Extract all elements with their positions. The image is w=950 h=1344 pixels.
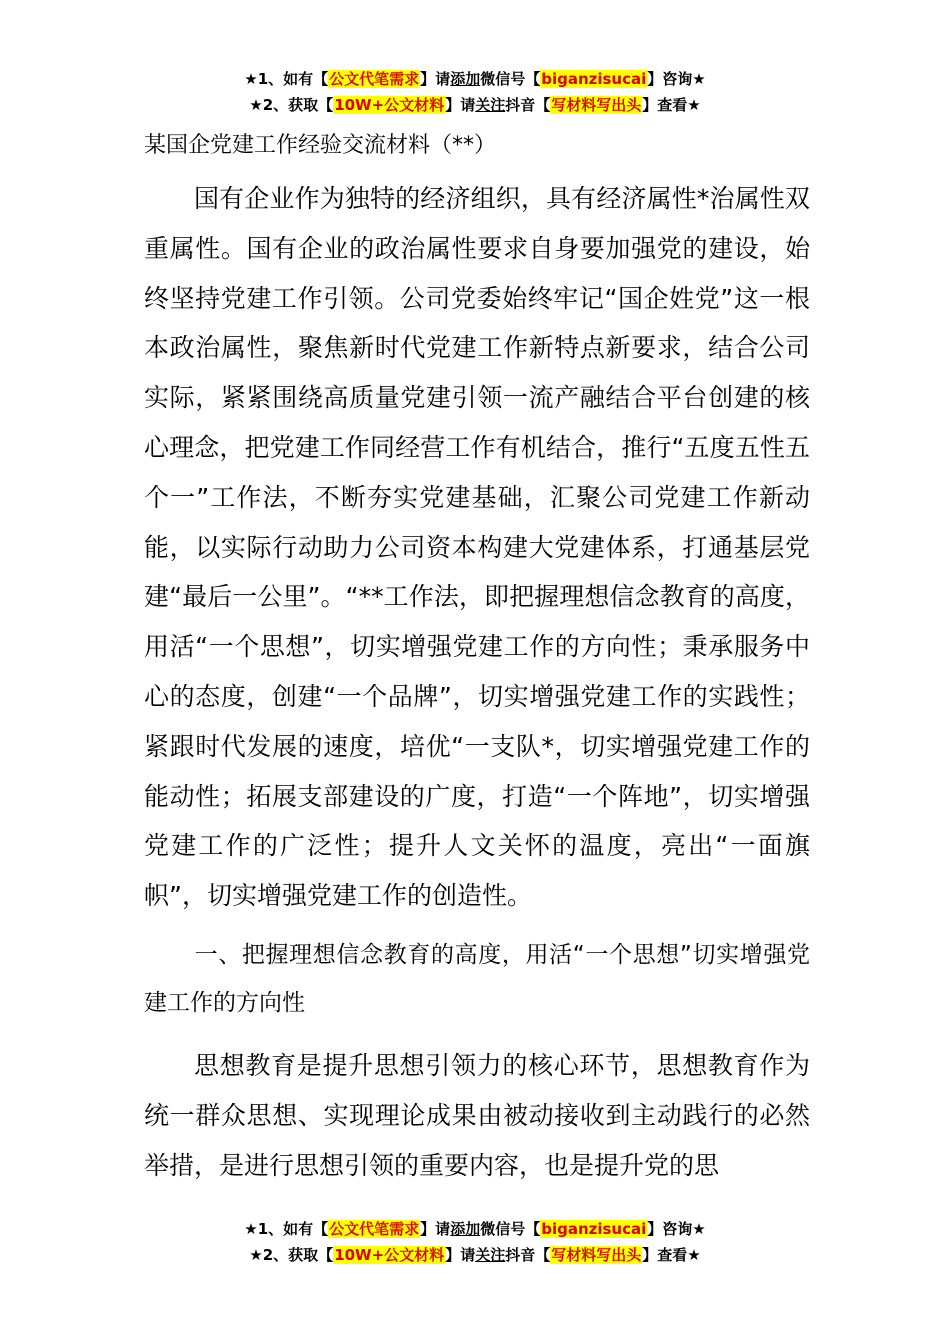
promo-text: 】请 — [445, 96, 476, 114]
promo-text: 抖音【 — [505, 1246, 551, 1264]
promo-highlight: 10W+公文材料 — [334, 96, 445, 114]
promo-text: 】请 — [445, 1246, 476, 1264]
promo-text: 抖音【 — [505, 96, 551, 114]
promo-text: 】咨询★ — [647, 70, 706, 88]
promo-text: 】请 — [420, 70, 451, 88]
promo-text: 微信号【 — [480, 1220, 541, 1238]
promo-underline: 关注 — [475, 1246, 506, 1264]
promo-line-1 — [0, 66, 950, 92]
promo-highlight: biganzisucai — [541, 1220, 647, 1238]
promo-banner-bottom — [0, 1216, 950, 1268]
promo-text: 微信号【 — [480, 70, 541, 88]
promo-underline: 添加 — [450, 1220, 481, 1238]
promo-text: 】请 — [420, 1220, 451, 1238]
promo-highlight: 公文代笔需求 — [329, 70, 420, 88]
promo-text: ★2、获取【 — [249, 1246, 334, 1264]
promo-underline: 添加 — [450, 70, 481, 88]
promo-banner-top — [0, 66, 950, 118]
promo-highlight: 写材料写出头 — [551, 1246, 642, 1264]
promo-text: 】查看★ — [642, 96, 701, 114]
section-heading: 一、把握理想信念教育的高度，用活“一个思想”切实增强党建工作的方向性 — [144, 941, 810, 1016]
promo-highlight: 写材料写出头 — [551, 96, 642, 114]
promo-highlight: 10W+公文材料 — [334, 1246, 445, 1264]
promo-text: ★1、如有【 — [244, 70, 329, 88]
promo-text: 】咨询★ — [647, 1220, 706, 1238]
promo-line-2 — [0, 92, 950, 118]
document-body — [144, 130, 810, 1190]
promo-text: 】查看★ — [642, 1246, 701, 1264]
promo-highlight: 公文代笔需求 — [329, 1220, 420, 1238]
section-paragraph: 思想教育是提升思想引领力的核心环节，思想教育作为统一群众思想、实现理论成果由被动接收到主动践行的必然举措，是进行思想引领的重要内容，也是提升党的思 — [144, 1050, 810, 1180]
promo-underline: 关注 — [475, 96, 506, 114]
promo-text: ★1、如有【 — [244, 1220, 329, 1238]
promo-line-2 — [0, 1242, 950, 1268]
promo-line-1 — [0, 1216, 950, 1242]
promo-highlight: biganzisucai — [541, 70, 647, 88]
intro-paragraph: 国有企业作为独特的经济组织，具有经济属性*治属性双重属性。国有企业的政治属性要求自身要加强党的建设，始终坚持党建工作引领。公司党委始终牢记“国企姓党”这一根本政治属性，聚焦新时代党建工作新特点新要求，结合公司实际，紧紧围绕高质量党建引领一流产融结合平台创建的核心理念，把党建工作同经营工作有机结合，推行“五度五性五个一”工作法，不断夯实党建基础，汇聚公司党建工作新动能，以实际行动助力公司资本构建大党建体系，打通基层党建“最后一公里”。“**工作法，即把握理想信念教育的高度，用活“一个思想”，切实增强党建工作的方向性；秉承服务中心的态度，创建“一个品牌”，切实增强党建工作的实践性；紧跟时代发展的速度，培优“一支队*，切实增强党建工作的能动性；拓展支部建设的广度，打造“一个阵地”，切实增强党建工作的广泛性；提升人文关怀的温度，亮出“一面旗帜”，切实增强党建工作的创造性。 — [144, 184, 810, 911]
document-title: 某国企党建工作经验交流材料（**） — [144, 133, 497, 158]
promo-text: ★2、获取【 — [249, 96, 334, 114]
